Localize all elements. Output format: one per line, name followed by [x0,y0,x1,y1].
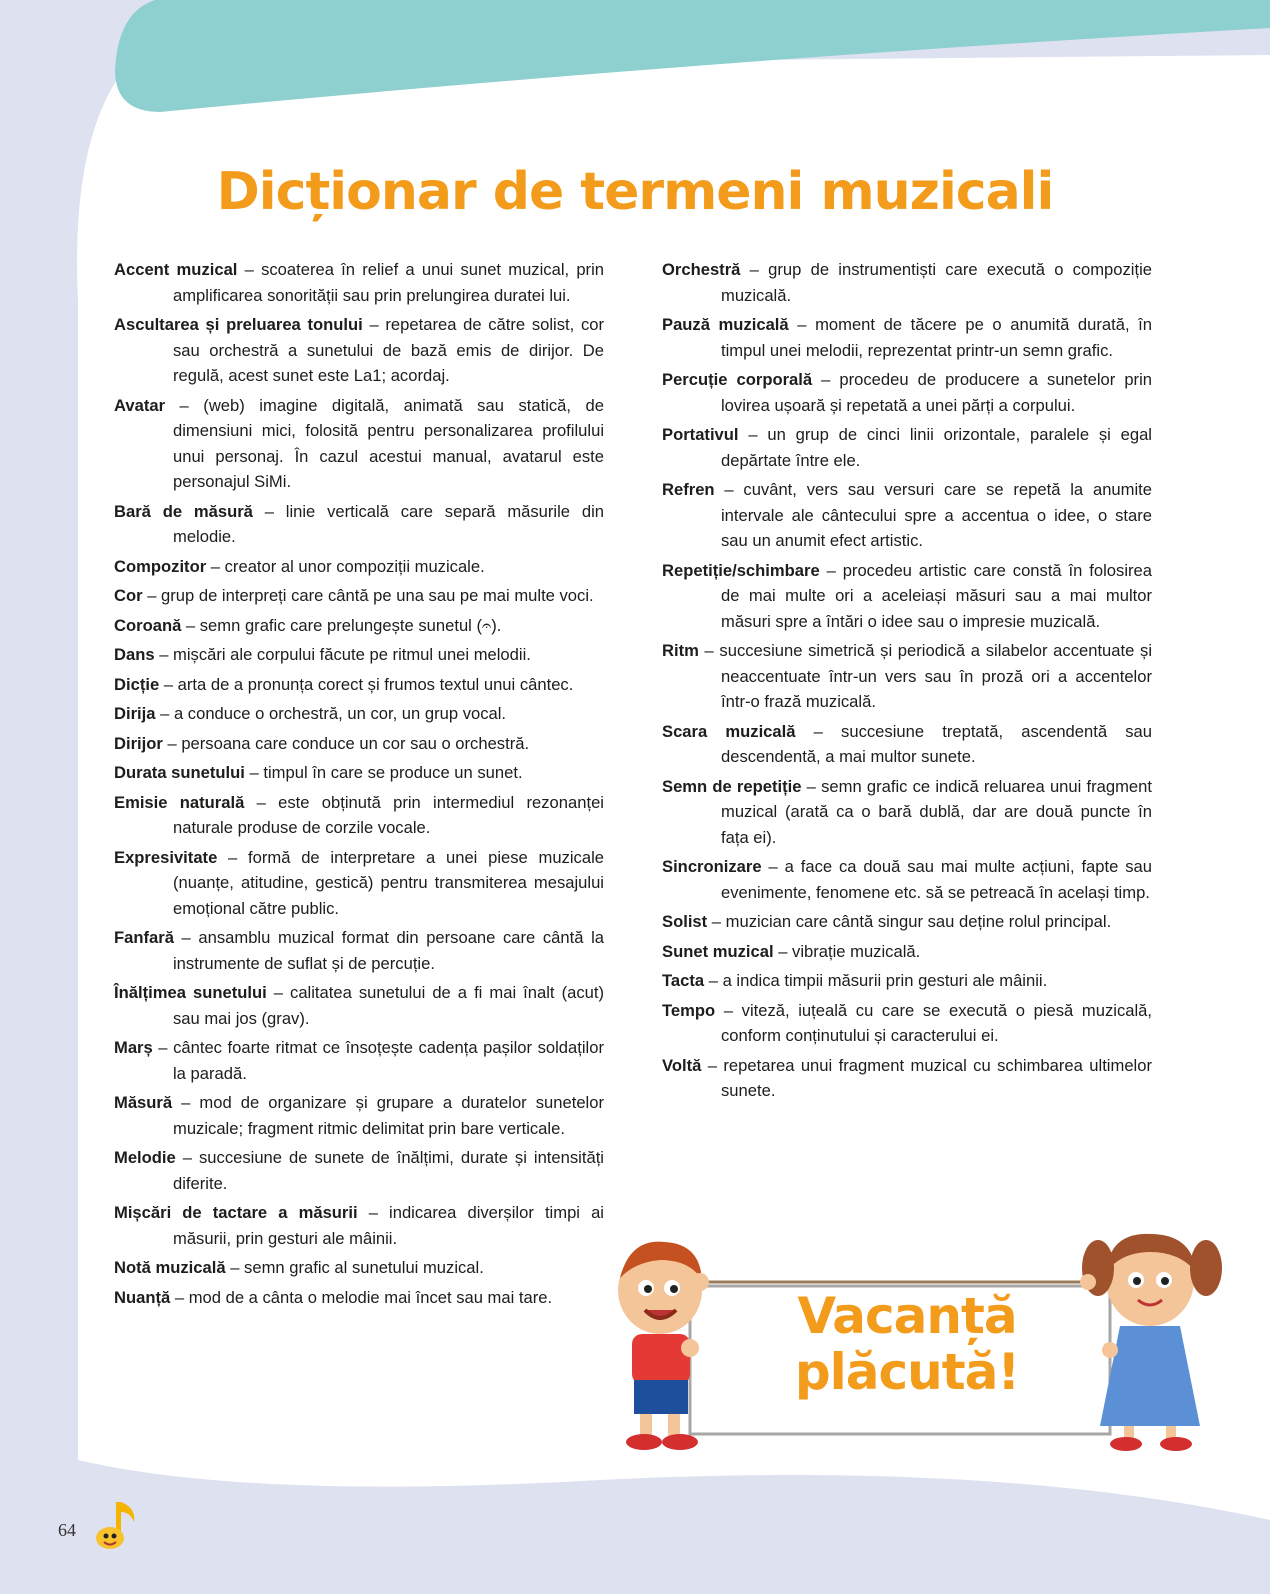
entry-term: Fanfară [114,928,174,947]
dictionary-entry [114,980,604,1031]
entry-term: Dirija [114,704,156,723]
left-column [114,257,604,1314]
entry-term: Ritm [662,641,699,660]
entry-term: Dans [114,645,155,664]
page-title: Dicționar de termeni muzicali [216,162,1054,222]
entry-definition: – succesiune de sunete de înălțimi, durate și intensități diferite. [173,1148,604,1193]
dictionary-entry [662,477,1152,554]
entry-definition: – (web) imagine digitală, animată sau statică, de dimensiuni mici, folosită pentru personalizarea profilului unui personaj. În cazul acestui manual, avatarul este personajul SiMi. [165,395,604,491]
dictionary-entry [662,939,1152,965]
entry-definition: – procedeu de producere a sunetelor prin lovirea ușoară și repetată a unei părți a corpului. [721,370,1152,415]
entry-term: Portativul [662,425,739,444]
dictionary-entry [114,760,604,786]
dictionary-entry [114,925,604,976]
dictionary-entry [114,731,604,757]
entry-term: Durata sunetului [114,763,245,782]
dictionary-entry [662,774,1152,851]
entry-term: Mișcări de tactare a măsurii [114,1203,358,1222]
dictionary-entry [114,257,604,308]
dictionary-entry [662,1053,1152,1104]
entry-term: Melodie [114,1148,176,1167]
entry-definition: – a indica timpii măsurii prin gesturi ale mâinii. [704,971,1048,990]
dictionary-entry [114,642,604,668]
entry-definition: – timpul în care se produce un sunet. [244,763,523,782]
dictionary-entry [662,558,1152,635]
dictionary-entry [662,312,1152,363]
sign-line-2: plăcută! [794,1343,1020,1401]
entry-term: Ascultarea și preluarea tonului [114,315,363,334]
entry-term: Tacta [662,971,705,990]
dictionary-entry [662,257,1152,308]
dictionary-entry [114,1035,604,1086]
entry-definition: – linie verticală care separă măsurile din melodie. [173,501,604,546]
dictionary-entry [114,1255,604,1281]
dictionary-entry [114,554,604,580]
dictionary-entry [114,845,604,922]
entry-definition: – ansamblu muzical format din persoane care cântă la instrumente de suflat și de percuție. [173,928,604,973]
entry-term: Dicție [114,674,160,694]
entry-definition: – cuvânt, vers sau versuri care se repetă la anumite intervale ale cântecului spre a accentua o idee, o stare sau un anumit efect artistic. [714,480,1152,550]
entry-definition: – calitatea sunetului de a fi mai înalt (acut) sau mai jos (grav). [173,983,604,1028]
dictionary-entry [662,719,1152,770]
dictionary-entry [114,1200,604,1251]
entry-definition: – succesiune simetrică și periodică a silabelor accentuate și neaccentuate într-un vers sau în proză ori a accentelor într-o frază muzicală. [698,641,1152,711]
entry-definition: – indicarea diverșilor timpi ai măsurii, prin gesturi ale mâinii. [173,1203,604,1248]
entry-definition: – formă de interpretare a unei piese muzicale (nuanțe, atitudine, gestică) pentru transmiterea mesajului emoțional către public. [173,847,604,918]
dictionary-entry [114,1285,604,1311]
entry-definition-end: ). [491,615,502,635]
entry-definition: – semn grafic ce indică reluarea unui fragment muzical (arată ca o bară dublă, dar are două puncte în fața ei). [721,776,1152,847]
entry-definition: – scoaterea în relief a unui sunet muzical, prin amplificarea sonorității sau prin prelungirea duratei lui. [173,260,604,305]
dictionary-entry [662,998,1152,1049]
entry-term: Semn de repetiție [662,776,802,796]
entry-definition: – a face ca două sau mai multe acțiuni, fapte sau evenimente, fenomene etc. să se petreacă în același timp. [721,857,1152,902]
entry-term: Percuție corporală [662,370,813,389]
music-note-mascot-icon [86,1498,142,1554]
entry-definition: – un grup de cinci linii orizontale, paralele și egal depărtate între ele. [721,425,1152,470]
entry-term: Coroană [114,615,182,635]
entry-definition: – repetarea unui fragment muzical cu schimbarea ultimelor sunete. [701,1055,1152,1100]
entry-definition: – semn grafic al sunetului muzical. [225,1258,484,1277]
entry-definition: – mod de a cânta o melodie mai încet sau mai tare. [170,1287,553,1307]
entry-definition: – a conduce o orchestră, un cor, un grup vocal. [155,704,507,723]
entry-term: Compozitor [114,556,207,576]
entry-term: Emisie naturală [114,792,245,812]
dictionary-entry [662,854,1152,905]
entry-definition: – persoana care conduce un cor sau o orchestră. [162,733,530,753]
entry-term: Notă muzicală [114,1258,226,1277]
dictionary-entry [114,583,604,609]
entry-term: Voltă [662,1055,702,1075]
entry-definition: – semn grafic care prelungește sunetul ( [181,615,483,635]
entry-definition: – cântec foarte ritmat ce însoțește cadența pașilor soldaților la paradă. [152,1038,604,1083]
dictionary-entry [114,1090,604,1141]
entry-definition: – procedeu artistic care constă în folosirea de mai multe ori a aceleiași măsuri sau a mai multor măsuri spre a întări o idee sau o impresie muzicală. [721,560,1152,631]
right-column [662,257,1152,1108]
entry-term: Refren [662,480,715,499]
entry-term: Orchestră [662,260,741,279]
sign-line-1: Vacanță [797,1287,1017,1345]
entry-term: Repetiție/schimbare [662,560,820,580]
entry-term: Avatar [114,395,166,415]
entry-term: Măsură [114,1093,173,1112]
dictionary-entry [662,638,1152,715]
entry-definition: – grup de interpreți care cântă pe una sau pe mai multe voci. [142,586,594,605]
entry-term: Pauză muzicală [662,315,789,334]
entry-term: Dirijor [114,733,163,753]
entry-term: Tempo [662,1000,716,1020]
entry-definition: – muzician care cântă singur sau deține rolul principal. [707,912,1112,931]
page-number: 64 [58,1520,76,1540]
entry-definition: – viteză, iuțeală cu care se execută o piesă muzicală, conform conținutului și caracterului ei. [715,1000,1152,1045]
entry-definition: – vibrație muzicală. [773,941,921,961]
entry-term: Cor [114,586,143,605]
entry-term: Accent muzical [114,260,238,279]
entry-term: Marș [114,1038,153,1057]
dictionary-entry [662,367,1152,418]
dictionary-entry [662,909,1152,935]
entry-definition: – mișcări ale corpului făcute pe ritmul unei melodii. [154,645,531,664]
entry-definition: – repetarea de către solist, cor sau orchestră a sunetului de bază emis de dirijor. De regulă, acest sunet este La1; acordaj. [173,315,604,385]
dictionary-entry [114,613,604,639]
dictionary-entry [662,968,1152,994]
entry-definition: – moment de tăcere pe o anumită durată, în timpul unei melodii, reprezentat printr-un semn grafic. [721,315,1152,360]
entry-term: Bară de măsură [114,501,253,521]
sign-message [722,1288,1092,1400]
entry-term: Expresivitate [114,847,218,867]
dictionary-entry [114,790,604,841]
dictionary-entry [662,422,1152,473]
entry-term: Scara muzicală [662,721,796,741]
entry-definition: – mod de organizare și grupare a duratelor sunetelor muzicale; fragment ritmic delimitat prin bare verticale. [172,1093,604,1138]
entry-definition: – creator al unor compoziții muzicale. [206,556,485,576]
entry-definition: – este obținută prin intermediul rezonanței naturale produse de corzile vocale. [173,792,604,837]
dictionary-entry [114,672,604,698]
entry-definition: – arta de a pronunța corect și frumos textul unui cântec. [159,674,574,694]
dictionary-entry [114,1145,604,1196]
entry-term: Solist [662,912,708,931]
dictionary-entry [114,701,604,727]
entry-term: Înălțimea sunetului [114,983,267,1002]
dictionary-entry [114,393,604,495]
entry-definition: – succesiune treptată, ascendentă sau descendentă, a mai multor sunete. [721,721,1152,766]
entry-definition: – grup de instrumentiști care execută o compoziție muzicală. [721,260,1152,305]
dictionary-entry [114,312,604,389]
coroana-fermata-icon: 𝄐 [482,615,492,635]
entry-term: Sunet muzical [662,941,774,961]
entry-term: Sincronizare [662,857,762,876]
dictionary-entry [114,499,604,550]
entry-term: Nuanță [114,1287,171,1307]
